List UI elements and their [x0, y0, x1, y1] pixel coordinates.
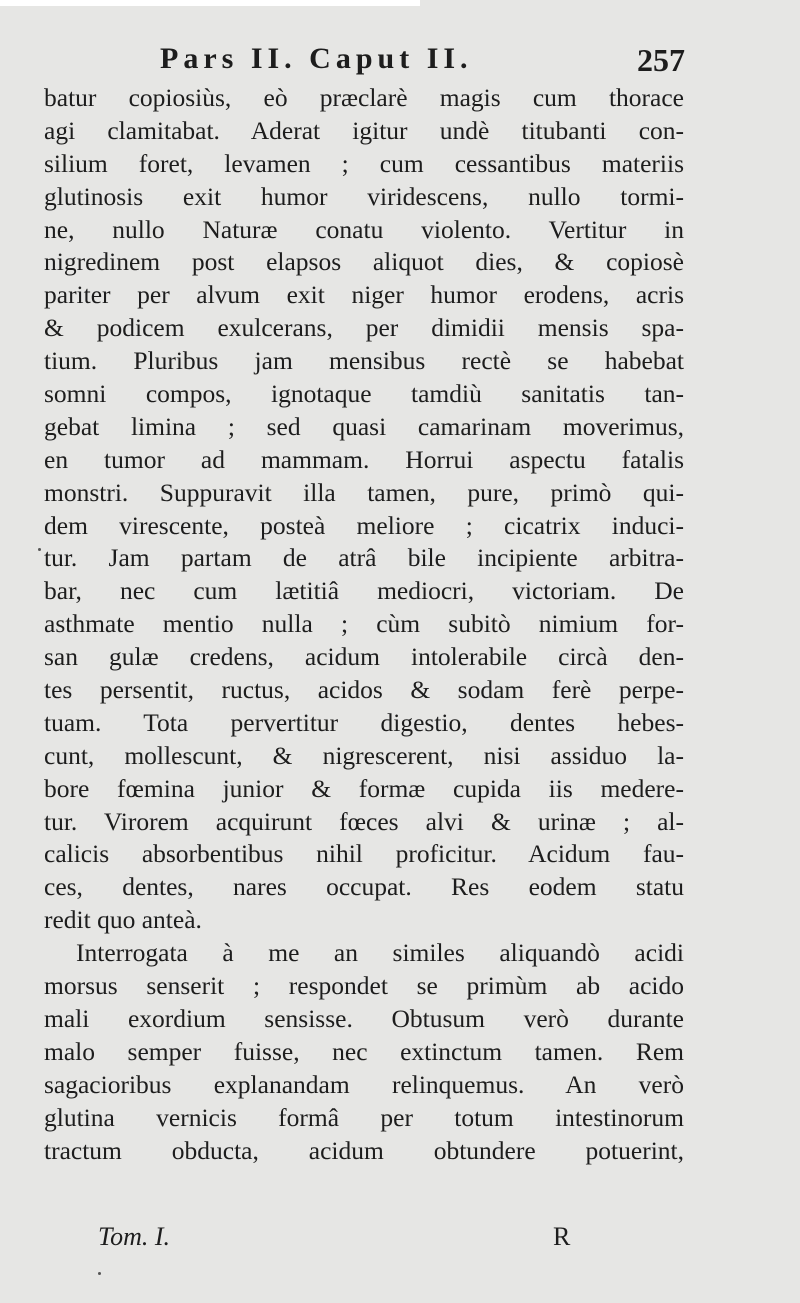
text-line: morsus senserit ; respondet se primùm ab acido	[44, 971, 684, 1001]
text-line: ne, nullo Naturæ conatu violento. Vertitur in	[44, 214, 684, 244]
text-line: gebat limina ; sed quasi camarinam moverimus,	[44, 411, 684, 441]
text-line: batur copiosiùs, eò præclarè magis cum thorace	[44, 83, 684, 112]
text-line: cunt, mollescunt, & nigrescerent, nisi assiduo la-	[44, 740, 684, 770]
text-line: somni compos, ignotaque tamdiù sanitatis tan-	[44, 379, 684, 409]
print-speck	[38, 548, 41, 551]
text-line: tium. Pluribus jam mensibus rectè se habebat	[44, 346, 684, 376]
text-line: tur. Virorem acquirunt fœces alvi & urinæ ; al-	[44, 806, 684, 836]
text-line: dem virescente, posteà meliore ; cicatrix induci-	[44, 510, 684, 540]
text-line: bar, nec cum lætitiâ mediocri, victoriam. De	[44, 576, 684, 606]
text-line: calicis absorbentibus nihil proficitur. Acidum fau-	[44, 839, 684, 869]
text-line: san gulæ credens, acidum intolerabile circà den-	[44, 642, 684, 672]
running-title: Pars II. Caput II.	[160, 42, 473, 75]
text-line: tur. Jam partam de atrâ bile incipiente arbitra-	[44, 543, 684, 573]
text-line: mali exordium sensisse. Obtusum verò durante	[44, 1003, 684, 1033]
body-text	[44, 82, 684, 1167]
text-line: ces, dentes, nares occupat. Res eodem statu	[44, 872, 684, 902]
text-line: asthmate mentio nulla ; cùm subitò nimium for-	[44, 609, 684, 639]
print-speck	[98, 1272, 101, 1275]
text-line: Interrogata à me an similes aliquandò acidi	[76, 938, 684, 968]
text-line: bore fœmina junior & formæ cupida iis medere-	[44, 773, 684, 803]
text-line: tes persentit, ructus, acidos & sodam ferè perpe-	[44, 675, 684, 705]
text-line: glutinosis exit humor viridescens, nullo tormi-	[44, 181, 684, 211]
text-line: nigredinem post elapsos aliquot dies, & copiosè	[44, 247, 684, 277]
text-line: glutina vernicis formâ per totum intestinorum	[44, 1102, 684, 1132]
text-line: & podicem exulcerans, per dimidii mensis spa-	[44, 313, 684, 343]
page-number: 257	[637, 42, 685, 78]
text-line: en tumor ad mammam. Horrui aspectu fatalis	[44, 444, 684, 474]
page-footer	[98, 1222, 598, 1262]
text-line: silium foret, levamen ; cum cessantibus materiis	[44, 148, 684, 178]
scan-edge	[0, 0, 420, 6]
text-line: malo semper fuisse, nec extinctum tamen. Rem	[44, 1036, 684, 1066]
text-line: sagacioribus explanandam relinquemus. An verò	[44, 1069, 684, 1099]
text-line: redit quo anteà.	[44, 905, 202, 935]
text-line: tuam. Tota pervertitur digestio, dentes hebes-	[44, 707, 684, 737]
signature-mark: R	[553, 1222, 571, 1251]
text-line: monstri. Suppuravit illa tamen, pure, primò qui-	[44, 477, 684, 507]
text-line: pariter per alvum exit niger humor erodens, acris	[44, 280, 684, 310]
text-line: agi clamitabat. Aderat igitur undè titubanti con-	[44, 115, 684, 145]
volume-label: Tom. I.	[98, 1222, 171, 1251]
text-line: tractum obducta, acidum obtundere potuerint,	[44, 1135, 684, 1165]
